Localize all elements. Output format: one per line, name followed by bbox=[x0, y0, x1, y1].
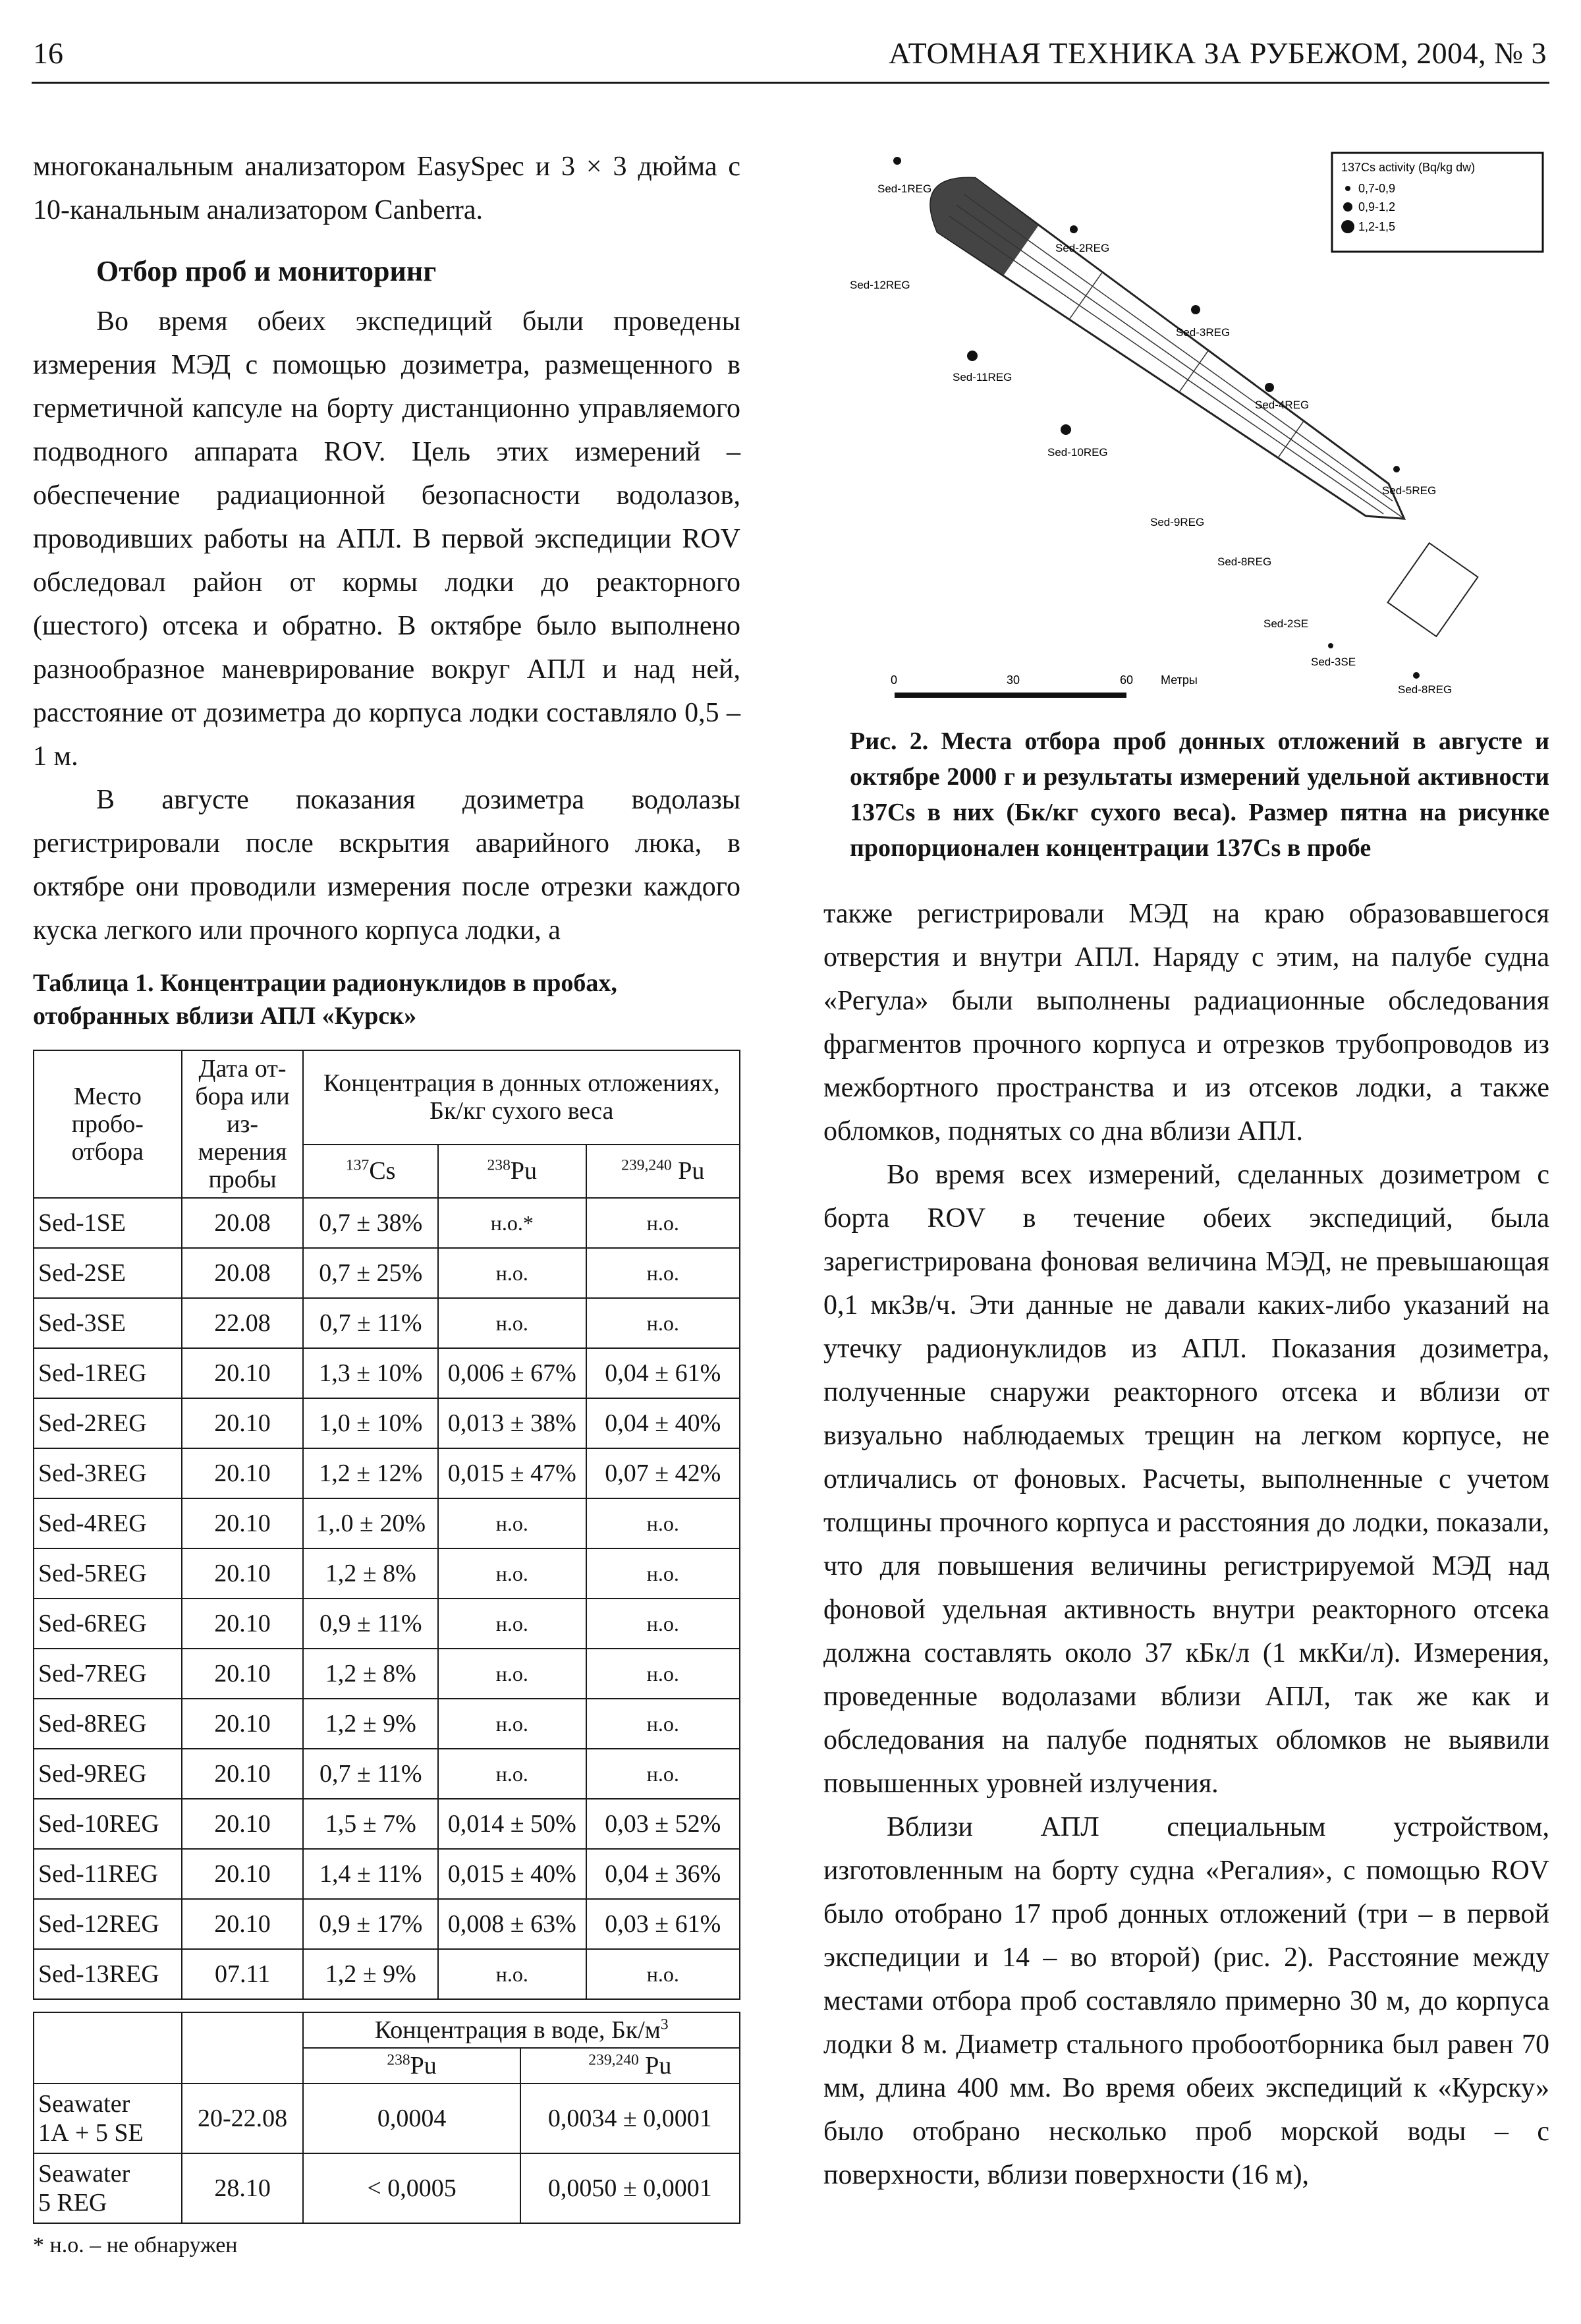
header-location: Место пробо-отбора bbox=[34, 1050, 182, 1198]
cell-pu239: н.о. bbox=[586, 1699, 740, 1749]
cell-date: 20.10 bbox=[182, 1849, 304, 1899]
cell-date: 20.10 bbox=[182, 1448, 304, 1498]
right-paragraph-1: также регистрировали МЭД на краю образовавшегося отверстия и внутри АПЛ. Наряду с этим, на палубе судна «Регула» были выполнены радиационные обследования фрагментов прочного корпуса и отрезков трубопроводов из межбортного пространства и из отсеков лодки, а также обломков, поднятых со дна вблизи АПЛ. bbox=[823, 899, 1549, 1147]
table-row bbox=[34, 1398, 740, 1448]
cell-loc: Sed-1REG bbox=[34, 1348, 182, 1398]
cell-cs: 1,5 ± 7% bbox=[303, 1799, 438, 1849]
cell-date: 22.08 bbox=[182, 1298, 304, 1348]
cell-loc: Sed-12REG bbox=[34, 1899, 182, 1949]
water-cell-pu238: 0,0004 bbox=[303, 2083, 520, 2153]
scale-60: 60 bbox=[1120, 673, 1134, 687]
cell-date: 20.10 bbox=[182, 1398, 304, 1448]
point-sed-1reg bbox=[893, 157, 901, 165]
cell-date: 20.10 bbox=[182, 1749, 304, 1799]
label-sed-2se: Sed-2SE bbox=[1263, 617, 1309, 630]
cell-cs: 0,9 ± 11% bbox=[303, 1599, 438, 1649]
cell-date: 20.10 bbox=[182, 1548, 304, 1599]
cell-cs: 1,0 ± 10% bbox=[303, 1398, 438, 1448]
legend-dot-medium bbox=[1343, 202, 1352, 212]
scale-unit: Метры bbox=[1161, 673, 1198, 687]
right-column bbox=[823, 132, 1549, 2197]
cell-cs: 1,2 ± 12% bbox=[303, 1448, 438, 1498]
water-cell-location: Seawater 1А + 5 SE bbox=[34, 2083, 182, 2153]
table-row bbox=[34, 1749, 740, 1799]
label-sed-3reg: Sed-3REG bbox=[1176, 326, 1231, 339]
cell-cs: 1,3 ± 10% bbox=[303, 1348, 438, 1398]
table-row bbox=[34, 1498, 740, 1548]
cell-cs: 1,2 ± 9% bbox=[303, 1949, 438, 1999]
cell-date: 20.08 bbox=[182, 1248, 304, 1298]
cell-pu238: н.о. bbox=[438, 1298, 586, 1348]
table-row bbox=[34, 1248, 740, 1298]
cell-pu238: 0,015 ± 47% bbox=[438, 1448, 586, 1498]
cell-date: 20.10 bbox=[182, 1649, 304, 1699]
table-row bbox=[34, 1348, 740, 1398]
water-corner-cell bbox=[34, 2012, 182, 2083]
cell-pu238: 0,013 ± 38% bbox=[438, 1398, 586, 1448]
water-header-pu238: $^{238}$Pu bbox=[303, 2048, 520, 2083]
legend-item-3: 1,2-1,5 bbox=[1358, 220, 1396, 233]
point-sed-11reg bbox=[967, 351, 978, 361]
cell-pu239: 0,04 ± 36% bbox=[586, 1849, 740, 1899]
cell-pu238: н.о. bbox=[438, 1699, 586, 1749]
label-sed-8reg: Sed-8REG bbox=[1398, 683, 1453, 696]
cell-loc: Sed-2REG bbox=[34, 1398, 182, 1448]
cell-loc: Sed-1SE bbox=[34, 1198, 182, 1248]
cell-pu239: 0,04 ± 40% bbox=[586, 1398, 740, 1448]
cell-cs: 0,7 ± 38% bbox=[303, 1198, 438, 1248]
label-sed-11reg: Sed-11REG bbox=[953, 371, 1012, 383]
table-caption: Таблица 1. Концентрации радионуклидов в пробах, отобранных вблизи АПЛ «Курск» bbox=[33, 969, 617, 1030]
point-sed-5reg bbox=[1393, 466, 1400, 472]
section-title: Отбор проб и мониторинг bbox=[96, 255, 437, 287]
submarine-diagram bbox=[823, 132, 1549, 712]
water-body bbox=[34, 2083, 740, 2223]
cell-pu238: 0,006 ± 67% bbox=[438, 1348, 586, 1398]
cell-loc: Sed-13REG bbox=[34, 1949, 182, 1999]
point-sed-10reg bbox=[1061, 424, 1071, 435]
table-row bbox=[34, 1548, 740, 1599]
point-sed-4reg bbox=[1265, 383, 1274, 392]
legend-item-1: 0,7-0,9 bbox=[1358, 182, 1396, 195]
table-row bbox=[34, 1799, 740, 1849]
cell-pu239: 0,07 ± 42% bbox=[586, 1448, 740, 1498]
cell-loc: Sed-3REG bbox=[34, 1448, 182, 1498]
cell-loc: Sed-8REG bbox=[34, 1699, 182, 1749]
water-cell-pu239: 0,0034 ± 0,0001 bbox=[520, 2083, 740, 2153]
legend-dot-large bbox=[1341, 220, 1354, 233]
header-concentration: Концентрация в донных отложениях, Бк/кг сухого веса bbox=[303, 1050, 740, 1145]
left-column bbox=[33, 145, 740, 2258]
cell-pu238: 0,008 ± 63% bbox=[438, 1899, 586, 1949]
cell-pu239: н.о. bbox=[586, 1298, 740, 1348]
cell-pu239: 0,03 ± 52% bbox=[586, 1799, 740, 1849]
cell-date: 07.11 bbox=[182, 1949, 304, 1999]
table-row bbox=[34, 1699, 740, 1749]
cell-loc: Sed-11REG bbox=[34, 1849, 182, 1899]
cell-cs: 1,2 ± 8% bbox=[303, 1548, 438, 1599]
header-cs137: $^{137}$Cs bbox=[303, 1145, 438, 1198]
table-row bbox=[34, 1298, 740, 1348]
cell-pu238: н.о. bbox=[438, 1548, 586, 1599]
scale-0: 0 bbox=[891, 673, 898, 687]
cell-pu239: н.о. bbox=[586, 1198, 740, 1248]
cell-loc: Sed-3SE bbox=[34, 1298, 182, 1348]
label-sed-1reg: Sed-1REG bbox=[877, 183, 932, 195]
cell-loc: Sed-4REG bbox=[34, 1498, 182, 1548]
cell-cs: 1,.0 ± 20% bbox=[303, 1498, 438, 1548]
label-sed-9reg: Sed-9REG bbox=[1150, 516, 1205, 528]
label-sed-8reg-mid: Sed-8REG bbox=[1217, 555, 1272, 568]
table-row bbox=[34, 1949, 740, 1999]
paragraph-1: Во время обеих экспедиций были проведены измерения МЭД с помощью дозиметра, размещенного в герметичной капсуле на борту дистанционно управляемого подводного аппарата ROV. Цель этих измерений – обеспечение радиационной безопасности водолазов, проводивших работы на АПЛ. В первой экспедиции ROV обследовал район от кормы лодки до реакторного (шестого) отсека и обратно. В октябре было выполнено разнообразное маневрирование вокруг АПЛ и над ней, расстояние от дозиметра до корпуса лодки составляло 0,5 – 1 м. bbox=[33, 306, 740, 772]
cell-pu238: н.о. bbox=[438, 1649, 586, 1699]
paragraph-2: В августе показания дозиметра водолазы регистрировали после вскрытия аварийного люка, в октябре они проводили измерения после отрезки каждого куска легкого или прочного корпуса лодки, а bbox=[33, 785, 740, 946]
table-row bbox=[34, 1849, 740, 1899]
label-sed-10reg: Sed-10REG bbox=[1047, 446, 1108, 459]
table-row bbox=[34, 1649, 740, 1699]
label-sed-3se: Sed-3SE bbox=[1311, 656, 1356, 668]
table-water bbox=[33, 2012, 740, 2224]
table-row bbox=[34, 1448, 740, 1498]
cell-loc: Sed-6REG bbox=[34, 1599, 182, 1649]
cell-date: 20.08 bbox=[182, 1198, 304, 1248]
label-sed-12reg: Sed-12REG bbox=[850, 279, 910, 291]
cell-cs: 0,7 ± 11% bbox=[303, 1749, 438, 1799]
cell-pu239: н.о. bbox=[586, 1749, 740, 1799]
cell-pu239: н.о. bbox=[586, 1599, 740, 1649]
water-cell-date: 28.10 bbox=[182, 2153, 304, 2223]
journal-title: АТОМНАЯ ТЕХНИКА ЗА РУБЕЖОМ, 2004, № 3 bbox=[888, 36, 1547, 70]
point-sed-2reg bbox=[1070, 225, 1078, 233]
cell-pu239: 0,03 ± 61% bbox=[586, 1899, 740, 1949]
water-header-concentration: Концентрация в воде, $Бк/м^3$ bbox=[303, 2012, 740, 2048]
water-row bbox=[34, 2153, 740, 2223]
cell-pu238: н.о. bbox=[438, 1498, 586, 1548]
cell-cs: 0,7 ± 25% bbox=[303, 1248, 438, 1298]
legend-item-2: 0,9-1,2 bbox=[1358, 200, 1396, 213]
point-sed-3reg bbox=[1191, 305, 1200, 314]
water-cell-pu239: 0,0050 ± 0,0001 bbox=[520, 2153, 740, 2223]
table-sediment bbox=[33, 1050, 740, 2000]
water-cell-pu238: < 0,0005 bbox=[303, 2153, 520, 2223]
cell-date: 20.10 bbox=[182, 1799, 304, 1849]
figure-caption: Рис. 2. Места отбора проб донных отложений в августе и октябре 2000 г и результаты измерений удельной активности 137Cs в них (Бк/кг сухого веса). Размер пятна на рисунке пропорционален концентрации 137Cs в пробе bbox=[850, 727, 1549, 862]
cell-loc: Sed-5REG bbox=[34, 1548, 182, 1599]
cell-cs: 0,9 ± 17% bbox=[303, 1899, 438, 1949]
cell-cs: 1,2 ± 8% bbox=[303, 1649, 438, 1699]
label-sed-4reg: Sed-4REG bbox=[1255, 399, 1310, 411]
point-sed-3se bbox=[1328, 643, 1333, 648]
cut-section-box bbox=[1388, 543, 1478, 637]
scale-30: 30 bbox=[1007, 673, 1020, 687]
cell-date: 20.10 bbox=[182, 1599, 304, 1649]
cell-pu239: н.о. bbox=[586, 1548, 740, 1599]
cell-date: 20.10 bbox=[182, 1348, 304, 1398]
cell-pu238: н.о.* bbox=[438, 1198, 586, 1248]
cell-date: 20.10 bbox=[182, 1498, 304, 1548]
cell-loc: Sed-7REG bbox=[34, 1649, 182, 1699]
cell-cs: 0,7 ± 11% bbox=[303, 1298, 438, 1348]
cell-loc: Sed-9REG bbox=[34, 1749, 182, 1799]
cell-pu239: 0,04 ± 61% bbox=[586, 1348, 740, 1398]
water-cell-location: Seawater 5 REG bbox=[34, 2153, 182, 2223]
cell-pu238: 0,014 ± 50% bbox=[438, 1799, 586, 1849]
page-number: 16 bbox=[33, 36, 63, 70]
cell-pu239: н.о. bbox=[586, 1248, 740, 1298]
water-cell-date: 20-22.08 bbox=[182, 2083, 304, 2153]
cell-date: 20.10 bbox=[182, 1899, 304, 1949]
header-pu238: $^{238}$Pu bbox=[438, 1145, 586, 1198]
label-sed-2reg: Sed-2REG bbox=[1055, 242, 1110, 254]
water-corner-cell-2 bbox=[182, 2012, 304, 2083]
figure-2 bbox=[823, 132, 1549, 712]
water-row bbox=[34, 2083, 740, 2153]
water-header-pu239: $^{239,240}$ Pu bbox=[520, 2048, 740, 2083]
cell-cs: 1,2 ± 9% bbox=[303, 1699, 438, 1749]
cell-pu238: н.о. bbox=[438, 1949, 586, 1999]
header-date: Дата от-бора или из-мерения пробы bbox=[182, 1050, 304, 1198]
table-row bbox=[34, 1198, 740, 1248]
table-row bbox=[34, 1599, 740, 1649]
label-sed-5reg: Sed-5REG bbox=[1382, 484, 1437, 497]
legend-dot-small bbox=[1345, 186, 1350, 191]
right-paragraph-2: Во время всех измерений, сделанных дозиметром с борта ROV в течение обеих экспедиций, была зарегистрирована фоновая величина МЭД, не превышающая 0,1 мкЗв/ч. Эти данные не давали каких-либо указаний на утечку радионуклидов из АПЛ. Показания дозиметра, полученные снаружи реакторного отсека и вблизи от визуально наблюдаемых трещин на легком корпусе, не отличались от фоновых. Расчеты, выполненные с учетом толщины прочного корпуса и расстояния до лодки, показали, что для повышения величины регистрируемой МЭД над фоновой удельная активность внутри реакторного отсека должна составлять около 37 кБк/л (1 мкКи/л). Измерения, проведенные водолазами вблизи АПЛ, так же как и обследования на палубе поднятых обломков не выявили повышенных уровней излучения. bbox=[823, 1160, 1549, 1799]
cell-cs: 1,4 ± 11% bbox=[303, 1849, 438, 1899]
cell-pu239: н.о. bbox=[586, 1949, 740, 1999]
cell-date: 20.10 bbox=[182, 1699, 304, 1749]
right-paragraph-3: Вблизи АПЛ специальным устройством, изготовленным на борту судна «Регалия», с помощью ROV было отобрано 17 проб донных отложений (три – в первой экспедиции и 14 – во второй) (рис. 2). Расстояние между местами отбора проб составляло примерно 30 м, до корпуса лодки 8 м. Диаметр стального пробоотборника был равен 70 мм, длина 400 мм. Во время обеих экспедиций к «Курску» было отобрано несколько проб морской воды – с поверхности, вблизи поверхности (16 м), bbox=[823, 1812, 1549, 2190]
intro-paragraph: многоканальным анализатором EasySpec и 3 × 3 дюйма с 10-канальным анализатором Canberra. bbox=[33, 152, 740, 225]
cell-pu239: н.о. bbox=[586, 1649, 740, 1699]
cell-pu238: н.о. bbox=[438, 1749, 586, 1799]
cell-pu238: н.о. bbox=[438, 1248, 586, 1298]
header-pu239: $^{239,240}$ Pu bbox=[586, 1145, 740, 1198]
table-body bbox=[34, 1198, 740, 1999]
cell-loc: Sed-10REG bbox=[34, 1799, 182, 1849]
cell-pu239: н.о. bbox=[586, 1498, 740, 1548]
point-sed-8reg bbox=[1413, 672, 1420, 679]
header-rule bbox=[32, 82, 1549, 84]
table-row bbox=[34, 1899, 740, 1949]
cell-pu238: н.о. bbox=[438, 1599, 586, 1649]
cell-loc: Sed-2SE bbox=[34, 1248, 182, 1298]
legend-title: 137Cs activity (Bq/kg dw) bbox=[1341, 161, 1476, 174]
cell-pu238: 0,015 ± 40% bbox=[438, 1849, 586, 1899]
footnote: * н.о. – не обнаружен bbox=[33, 2233, 238, 2257]
